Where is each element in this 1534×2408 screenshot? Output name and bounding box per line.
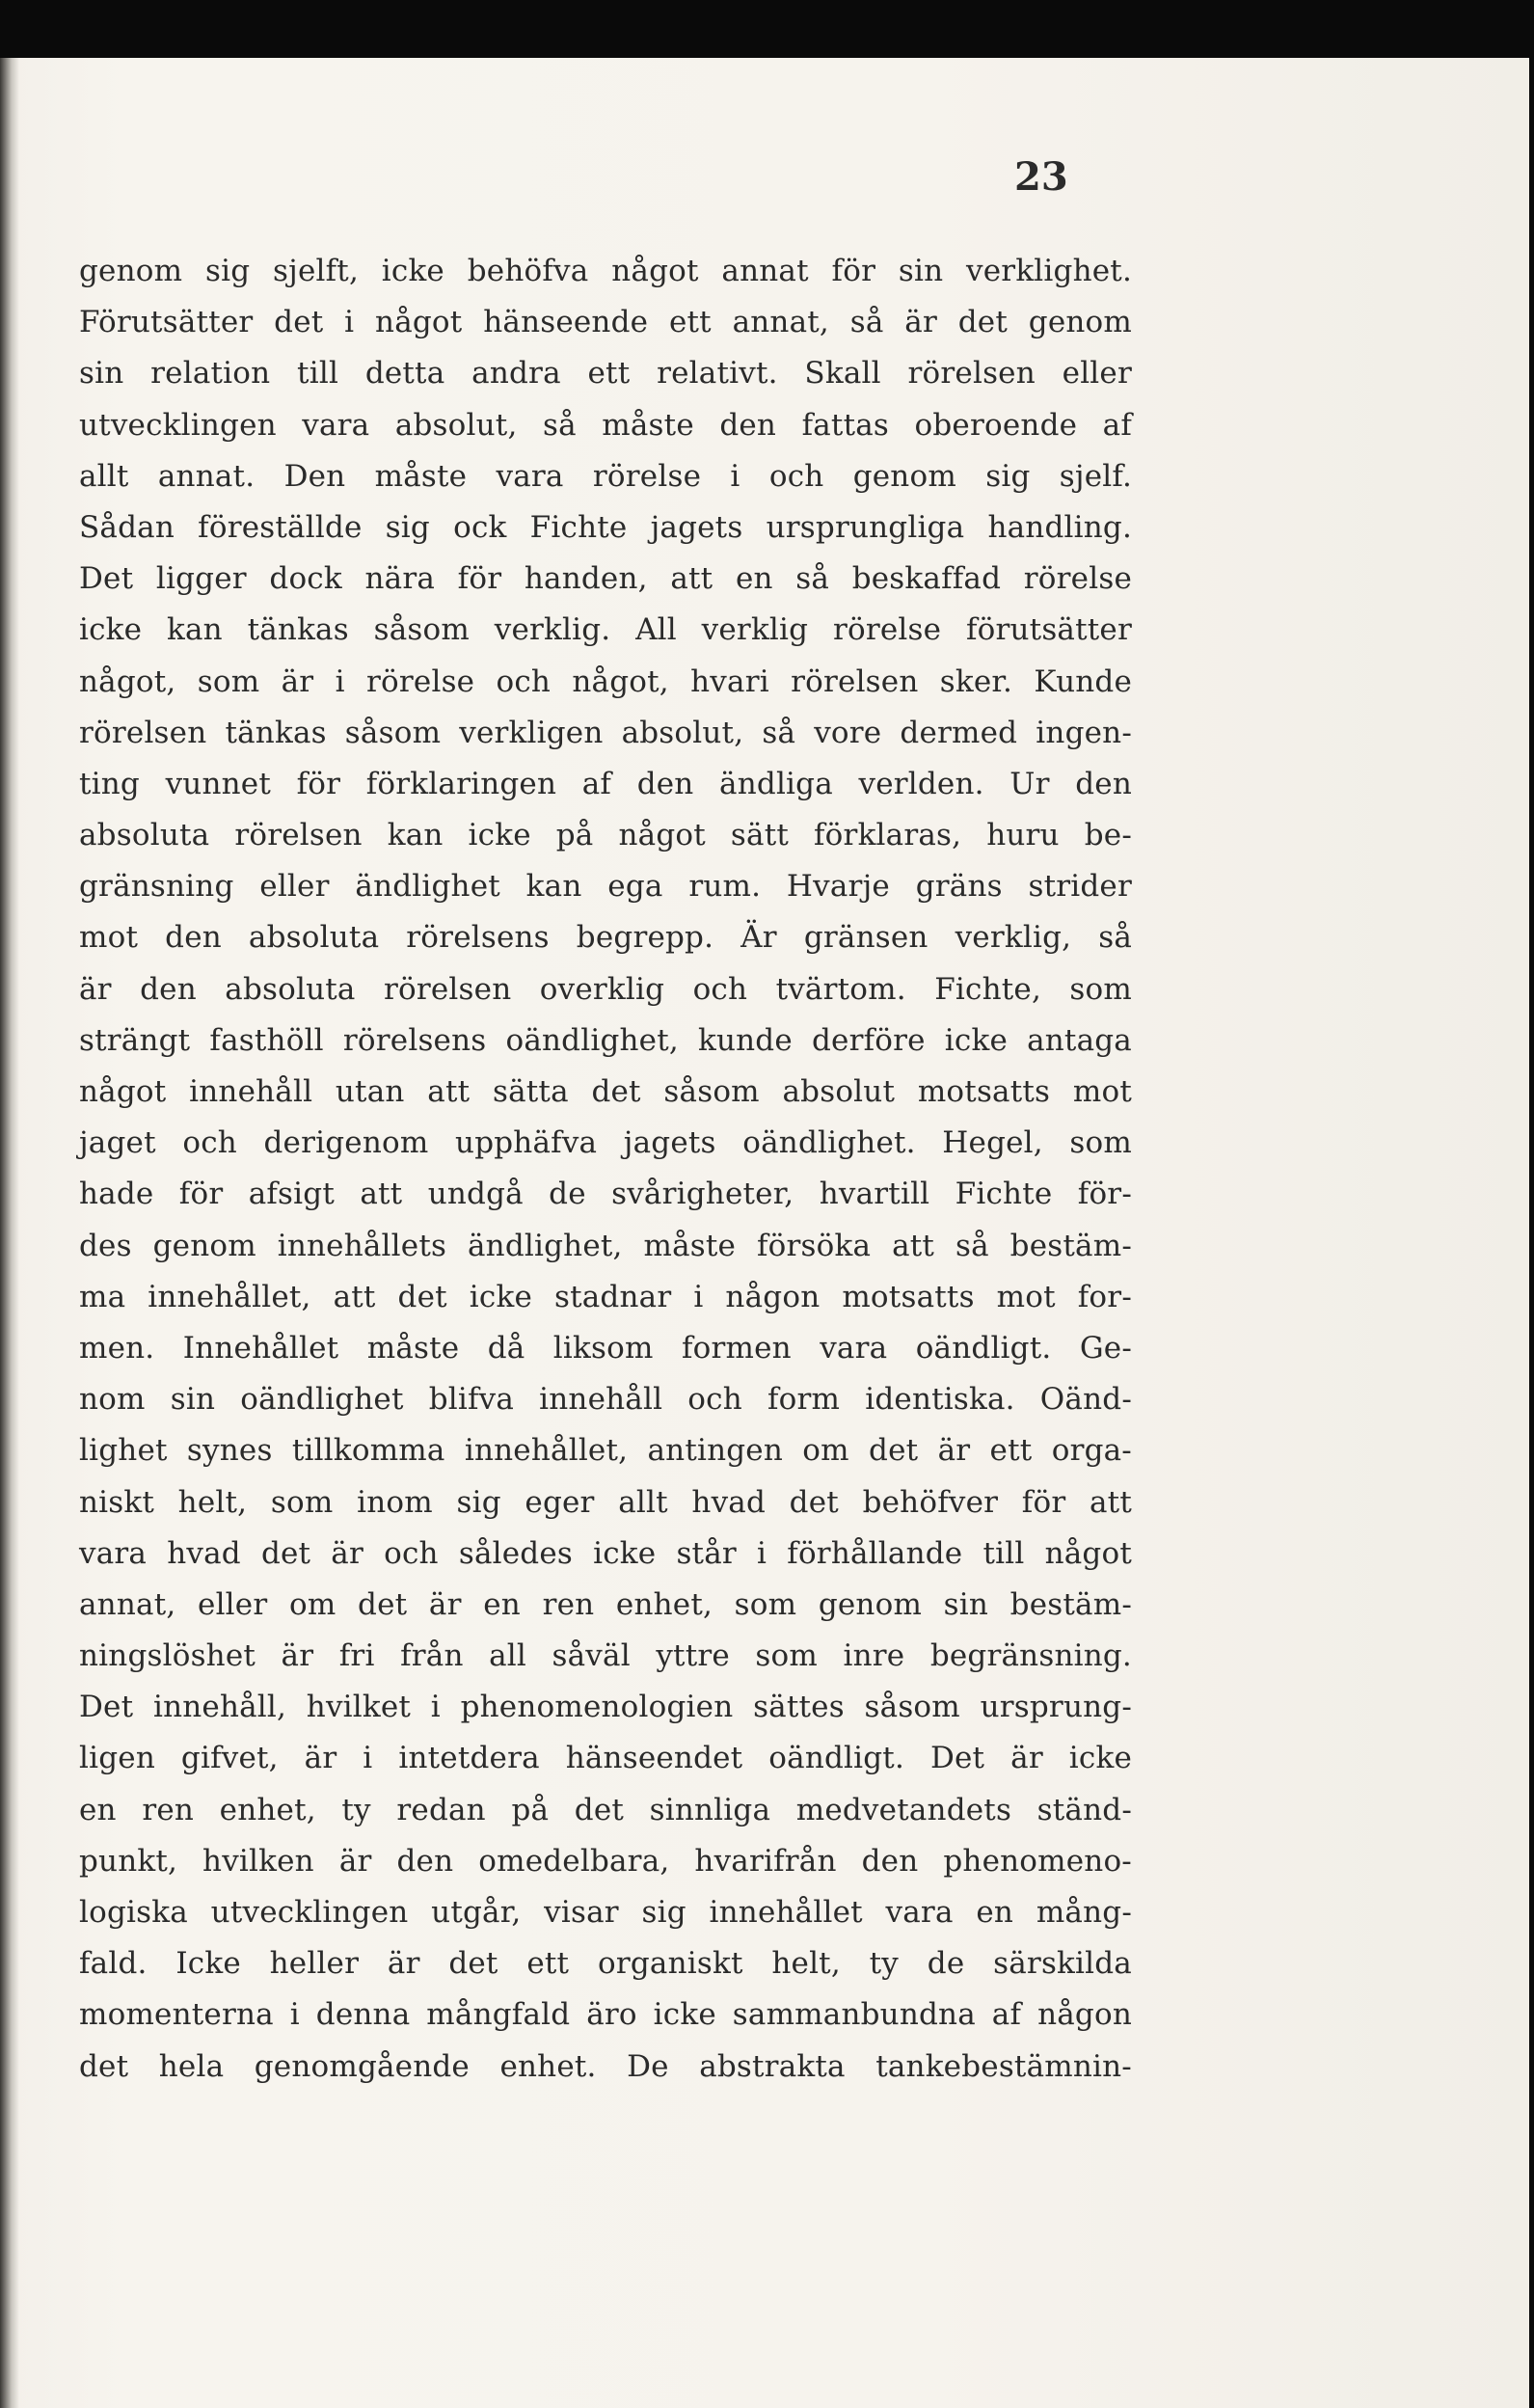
- text-line: mot den absoluta rörelsens begrepp. Är gränsen verklig, så: [79, 920, 1132, 956]
- text-line: nom sin oändlighet blifva innehåll och form identiska. Oänd-: [79, 1382, 1132, 1418]
- text-line: något, som är i rörelse och något, hvari rörelsen sker. Kunde: [79, 663, 1132, 699]
- text-line: en ren enhet, ty redan på det sinnliga medvetandets ständ-: [79, 1792, 1132, 1827]
- text-line: ma innehållet, att det icke stadnar i någon motsatts mot for-: [79, 1279, 1132, 1314]
- text-line: jaget och derigenom upphäfva jagets oändlighet. Hegel, som: [79, 1125, 1132, 1161]
- text-line: det hela genomgående enhet. De abstrakta tankebestämnin-: [79, 2048, 1132, 2084]
- text-line: fald. Icke heller är det ett organiskt helt, ty de särskilda: [79, 1946, 1132, 1982]
- text-line: icke kan tänkas såsom verklig. All verklig rörelse förutsätter: [79, 612, 1132, 648]
- text-line: ningslöshet är fri från all såväl yttre som inre begränsning.: [79, 1638, 1132, 1674]
- text-line: allt annat. Den måste vara rörelse i och genom sig sjelf.: [79, 458, 1132, 494]
- text-line: är den absoluta rörelsen overklig och tvärtom. Fichte, som: [79, 971, 1132, 1007]
- text-line: lighet synes tillkomma innehållet, antingen om det är ett orga-: [79, 1433, 1132, 1469]
- text-line: genom sig sjelft, icke behöfva något annat för sin verklighet.: [79, 254, 1132, 288]
- text-line: utvecklingen vara absolut, så måste den fattas oberoende af: [79, 407, 1132, 443]
- binding-shadow: [0, 58, 19, 2408]
- text-line: Det ligger dock nära för handen, att en så beskaffad rörelse: [79, 561, 1132, 597]
- text-line: strängt fasthöll rörelsens oändlighet, kunde derföre icke antaga: [79, 1022, 1132, 1058]
- body-text: [79, 246, 1132, 2093]
- text-line: des genom innehållets ändlighet, måste försöka att så bestäm-: [79, 1228, 1132, 1263]
- text-line: momenterna i denna mångfald äro icke sammanbundna af någon: [79, 1997, 1132, 2033]
- text-line: ligen gifvet, är i intetdera hänseendet oändligt. Det är icke: [79, 1741, 1132, 1776]
- text-line: niskt helt, som inom sig eger allt hvad det behöfver för att: [79, 1484, 1132, 1520]
- text-line: absoluta rörelsen kan icke på något sätt förklaras, huru be-: [79, 818, 1132, 853]
- text-line: Förutsätter det i något hänseende ett annat, så är det genom: [79, 305, 1132, 340]
- text-line: annat, eller om det är en ren enhet, som genom sin bestäm-: [79, 1586, 1132, 1622]
- text-line: hade för afsigt att undgå de svårigheter, hvartill Fichte för-: [79, 1177, 1132, 1212]
- text-line: något innehåll utan att sätta det såsom absolut motsatts mot: [79, 1074, 1132, 1109]
- text-line: rörelsen tänkas såsom verkligen absolut, så vore dermed ingen-: [79, 715, 1132, 750]
- text-line: sin relation till detta andra ett relativt. Skall rörelsen eller: [79, 356, 1132, 392]
- text-line: logiska utvecklingen utgår, visar sig innehållet vara en mång-: [79, 1895, 1132, 1930]
- text-line: gränsning eller ändlighet kan ega rum. Hvarje gräns strider: [79, 869, 1132, 905]
- text-line: men. Innehållet måste då liksom formen vara oändligt. Ge-: [79, 1330, 1132, 1366]
- text-line: vara hvad det är och således icke står i förhållande till något: [79, 1535, 1132, 1571]
- text-line: Det innehåll, hvilket i phenomenologien sättes såsom ursprung-: [79, 1690, 1132, 1725]
- text-line: ting vunnet för förklaringen af den ändliga verlden. Ur den: [79, 766, 1132, 801]
- page-number: 23: [1014, 154, 1068, 200]
- text-line: punkt, hvilken är den omedelbara, hvarifrån den phenomeno-: [79, 1843, 1132, 1879]
- text-line: Sådan föreställde sig ock Fichte jagets ursprungliga handling.: [79, 509, 1132, 545]
